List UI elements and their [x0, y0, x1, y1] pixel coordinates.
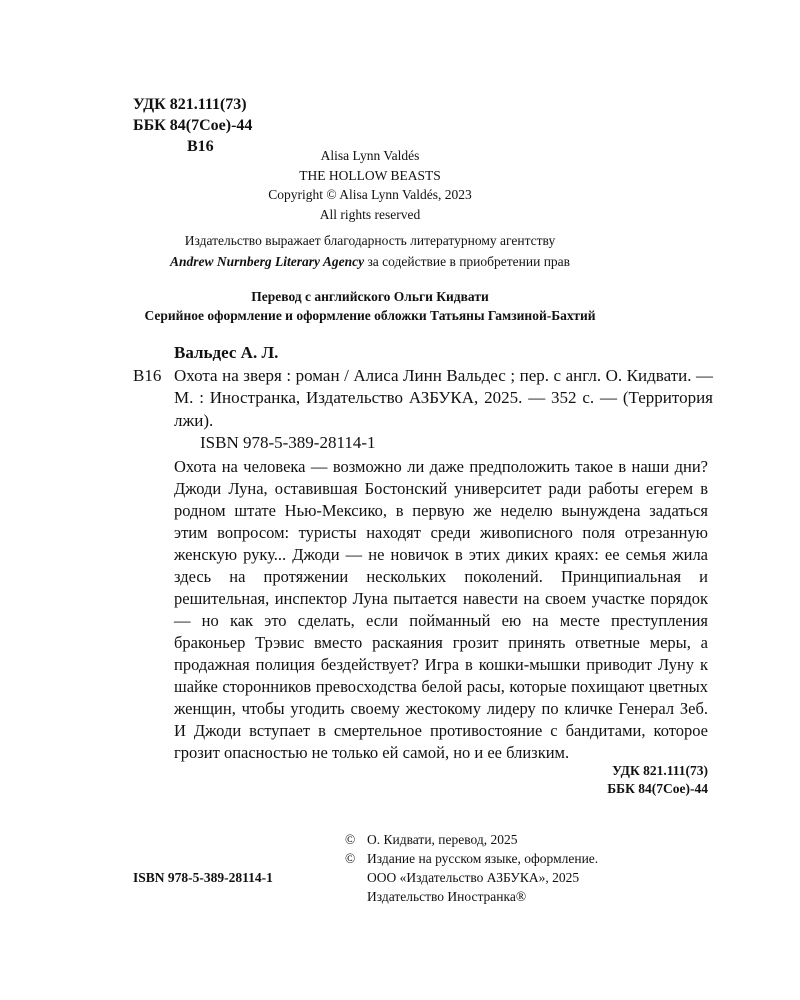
design-credit: Серийное оформление и оформление обложки Татьяны Гамзиной-Бахтий [144, 308, 596, 323]
book-abstract [174, 456, 708, 764]
entry-code: В16 [133, 365, 162, 385]
abstract-text: Охота на человека — возможно ли даже предположить такое в наши дни? Джоди Луна, оставившая Бостонский университет ради работы егерем в родном штате Нью-Мексико, в первую же неделю вынуждена задаться этим вопросом: туристы находят среди живописного поля отрезанную женскую руку... Джоди — не новичок в этих диких краях: ее семья жила здесь на протяжении нескольких поколений. Принципиальная и решительная, инспектор Луна пытается навести на своем участке порядок — но как это сделать, если пойманный ею на месте преступления браконьер Трэвис вместо раскаяния грозит принять ответные меры, а продажная полиция бездействует? Игра в кошки-мышки приводит Луну к шайке сторонников превосходства белой расы, которые похищают цветных женщин, чтобы угодить своему жестокому лидеру по кличке Генерал Зеб. И Джоди вступает в смертельное противостояние с бандитами, которое грозит опасностью не только ей самой, но и ее близким. [174, 457, 708, 762]
entry-bibliography-text: Охота на зверя : роман / Алиса Линн Вальдес ; пер. с англ. О. Кидвати. — М. : Иностранка, Издательство АЗБУКА, 2025. — 352 с. — (Территория лжи). [174, 365, 713, 430]
translator-credit: Перевод с английского Ольги Кидвати [251, 289, 489, 304]
agency-line2-rest: за содействие в приобретении прав [364, 254, 571, 269]
agency-name: Andrew Nurnberg Literary Agency [169, 254, 365, 269]
copyright-symbol: © [345, 832, 356, 847]
copyright-edition-row [345, 849, 725, 868]
original-edition-info [150, 146, 590, 224]
copyright-edition: Издание на русском языке, оформление. [367, 851, 599, 866]
entry-bibliography [133, 365, 713, 433]
original-rights: All rights reserved [319, 206, 421, 222]
original-author: Alisa Lynn Valdés [320, 148, 420, 163]
bbk-code-bottom: ББК 84(7Сое)-44 [607, 781, 708, 796]
udk-code: УДК 821.111(73) [133, 96, 247, 113]
copyright-imprint: Издательство Иностранка® [367, 889, 527, 904]
original-title: THE HOLLOW BEASTS [299, 167, 441, 183]
agency-acknowledgement [150, 230, 590, 272]
isbn-bottom: ISBN 978-5-389-28114-1 [133, 870, 273, 885]
agency-line1: Издательство выражает благодарность литературному агентству [184, 233, 556, 248]
copyright-publisher: ООО «Издательство АЗБУКА», 2025 [367, 870, 580, 885]
original-copyright: Copyright © Alisa Lynn Valdés, 2023 [268, 187, 472, 202]
entry-author: Вальдес А. Л. [174, 343, 279, 362]
author-code: В16 [187, 138, 214, 155]
agency-line2 [150, 251, 590, 272]
credits [120, 287, 620, 325]
classification-codes-bottom [607, 762, 708, 798]
bbk-code: ББК 84(7Сое)-44 [133, 117, 253, 134]
copyright-translation: О. Кидвати, перевод, 2025 [367, 832, 518, 847]
copyright-translation-row [345, 830, 725, 849]
copyright-symbol: © [345, 851, 356, 866]
udk-code-bottom: УДК 821.111(73) [612, 763, 708, 778]
entry-isbn: ISBN 978-5-389-28114-1 [200, 433, 376, 452]
copyright-block [345, 830, 725, 906]
bibliographic-entry [133, 342, 713, 455]
